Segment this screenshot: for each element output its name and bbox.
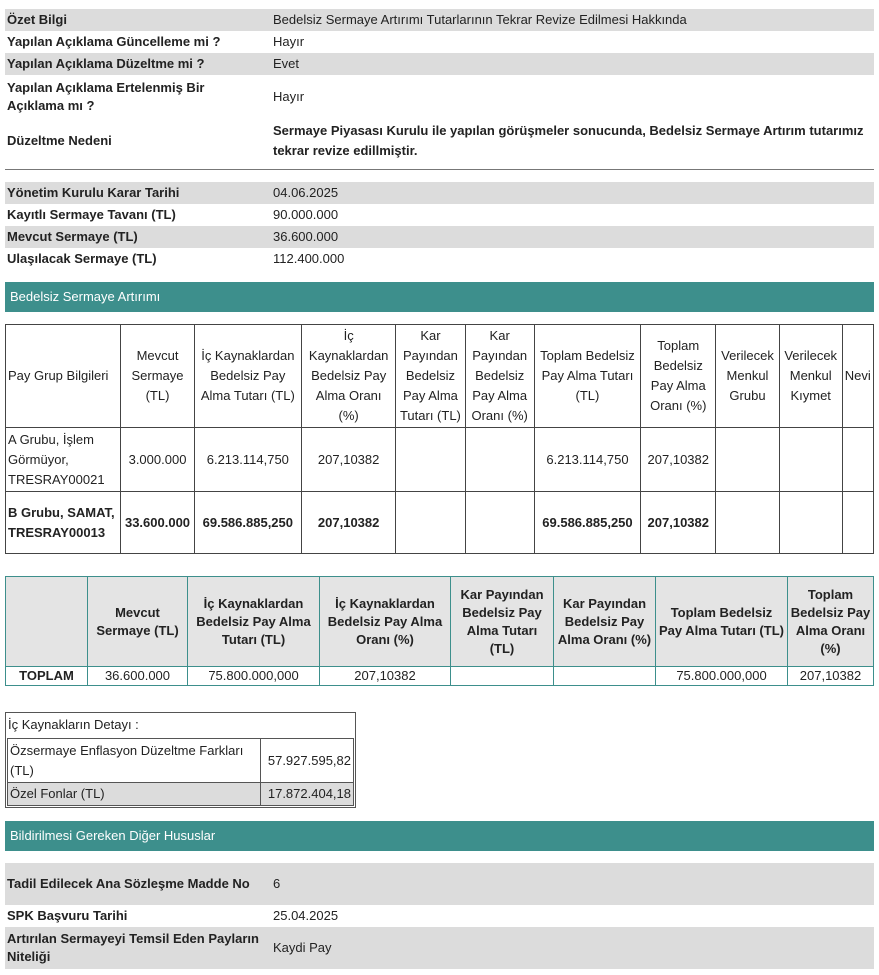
capital-label: Mevcut Sermaye (TL) [5,226,266,248]
internal-sources-table [7,738,354,806]
summary-value: Hayır [273,34,305,49]
table-cell [465,428,534,492]
capital-value: 112.400.000 [273,251,345,266]
summary-row [5,119,874,163]
other-row [5,927,874,969]
column-header: Kar Payından Bedelsiz Pay Alma Tutarı (TL) [396,325,465,428]
capital-label: Kayıtlı Sermaye Tavanı (TL) [7,207,176,222]
column-header: Kar Payından Bedelsiz Pay Alma Oranı (%) [465,325,534,428]
summary-value: Hayır [273,89,305,104]
table-row [6,428,874,492]
table-row [6,492,874,554]
table-cell [779,492,842,554]
table-cell: A Grubu, İşlem Görmüyor, TRESRAY00021 [6,428,121,492]
internal-sources-box [5,712,356,808]
table-cell [451,667,554,686]
summary-row [5,75,874,119]
column-header: Kar Payından Bedelsiz Pay Alma Oranı (%) [554,577,656,667]
other-row [5,863,874,905]
source-label: Özsermaye Enflasyon Düzeltme Farkları (TL) [8,739,261,783]
capital-value: 36.600.000 [266,226,874,248]
column-header: İç Kaynaklardan Bedelsiz Pay Alma Tutarı (TL) [188,577,320,667]
summary-row [5,31,874,53]
summary-value: Evet [266,53,874,75]
table-cell: 207,10382 [320,667,451,686]
section-header-bonus-capital: Bedelsiz Sermaye Artırımı [5,282,874,312]
table-cell [716,492,779,554]
column-header: Nevi [842,325,873,428]
capital-row [5,182,874,204]
total-table [5,576,874,686]
column-header: Mevcut Sermaye (TL) [121,325,194,428]
column-header: Kar Payından Bedelsiz Pay Alma Tutarı (TL) [451,577,554,667]
table-cell [842,428,873,492]
column-header: Verilecek Menkul Grubu [716,325,779,428]
pay-groups-table [5,324,874,554]
column-header: İç Kaynaklardan Bedelsiz Pay Alma Oranı (%) [302,325,396,428]
table-cell: 33.600.000 [121,492,194,554]
other-row [5,905,874,927]
table-cell: 69.586.885,250 [534,492,640,554]
table-cell [554,667,656,686]
capital-label: Ulaşılacak Sermaye (TL) [7,251,157,266]
table-cell: 3.000.000 [121,428,194,492]
source-value: 57.927.595,82 [261,739,354,783]
table-cell [779,428,842,492]
other-matters-table [5,863,874,969]
column-header: Verilecek Menkul Kıymet [779,325,842,428]
table-cell: 207,10382 [788,667,874,686]
summary-label: Özet Bilgi [5,9,266,31]
table-cell: B Grubu, SAMAT, TRESRAY00013 [6,492,121,554]
summary-value: Bedelsiz Sermaye Artırımı Tutarlarının Tekrar Revize Edilmesi Hakkında [266,9,874,31]
column-header: Pay Grup Bilgileri [6,325,121,428]
other-value: Kaydi Pay [266,927,874,969]
summary-table [5,9,874,163]
table-cell: 75.800.000,000 [188,667,320,686]
table-row [8,783,354,806]
table-header-row [6,325,874,428]
summary-row [5,53,874,75]
table-row [8,739,354,783]
other-label: Tadil Edilecek Ana Sözleşme Madde No [5,863,266,905]
other-label: Artırılan Sermayeyi Temsil Eden Payların Niteliği [5,927,266,969]
summary-label: Düzeltme Nedeni [7,133,112,148]
table-header-row [6,577,874,667]
table-cell: 6.213.114,750 [534,428,640,492]
table-cell: 207,10382 [641,428,716,492]
column-header: İç Kaynaklardan Bedelsiz Pay Alma Oranı (%) [320,577,451,667]
divider [5,169,874,170]
table-cell [465,492,534,554]
source-label: Özel Fonlar (TL) [8,783,261,806]
capital-row [5,204,874,226]
summary-label: Yapılan Açıklama Düzeltme mi ? [5,53,266,75]
total-row [6,667,874,686]
capital-value: 90.000.000 [273,207,339,222]
capital-label: Yönetim Kurulu Karar Tarihi [5,182,266,204]
capital-row [5,226,874,248]
other-label: SPK Başvuru Tarihi [7,908,128,923]
correction-reason: Sermaye Piyasası Kurulu ile yapılan görüşmeler sonucunda, Bedelsiz Sermaye Artırım tutarımız tekrar revize edillmiştir. [273,123,864,158]
table-cell: 6.213.114,750 [194,428,301,492]
capital-row [5,248,874,270]
table-cell: 207,10382 [641,492,716,554]
other-value: 25.04.2025 [273,908,339,923]
summary-label: Yapılan Açıklama Güncelleme mi ? [7,34,221,49]
table-cell: 36.600.000 [88,667,188,686]
table-cell: 75.800.000,000 [656,667,788,686]
table-cell [716,428,779,492]
table-cell [396,428,465,492]
internal-sources-title: İç Kaynakların Detayı : [8,717,139,732]
total-label: TOPLAM [6,667,88,686]
table-cell: 207,10382 [302,428,396,492]
column-header: Toplam Bedelsiz Pay Alma Oranı (%) [641,325,716,428]
table-cell [842,492,873,554]
other-value: 6 [266,863,874,905]
column-header: Toplam Bedelsiz Pay Alma Tutarı (TL) [534,325,640,428]
table-cell: 207,10382 [302,492,396,554]
summary-row [5,9,874,31]
capital-table [5,182,874,270]
table-cell: 69.586.885,250 [194,492,301,554]
column-header: Mevcut Sermaye (TL) [88,577,188,667]
section-header-other-matters: Bildirilmesi Gereken Diğer Hususlar [5,821,874,851]
table-cell [396,492,465,554]
source-value: 17.872.404,18 [261,783,354,806]
capital-value: 04.06.2025 [266,182,874,204]
column-header: İç Kaynaklardan Bedelsiz Pay Alma Tutarı (TL) [194,325,301,428]
column-header: Toplam Bedelsiz Pay Alma Tutarı (TL) [656,577,788,667]
column-header: Toplam Bedelsiz Pay Alma Oranı (%) [788,577,874,667]
summary-label: Yapılan Açıklama Ertelenmiş Bir Açıklama mı ? [7,80,205,113]
column-header [6,577,88,667]
